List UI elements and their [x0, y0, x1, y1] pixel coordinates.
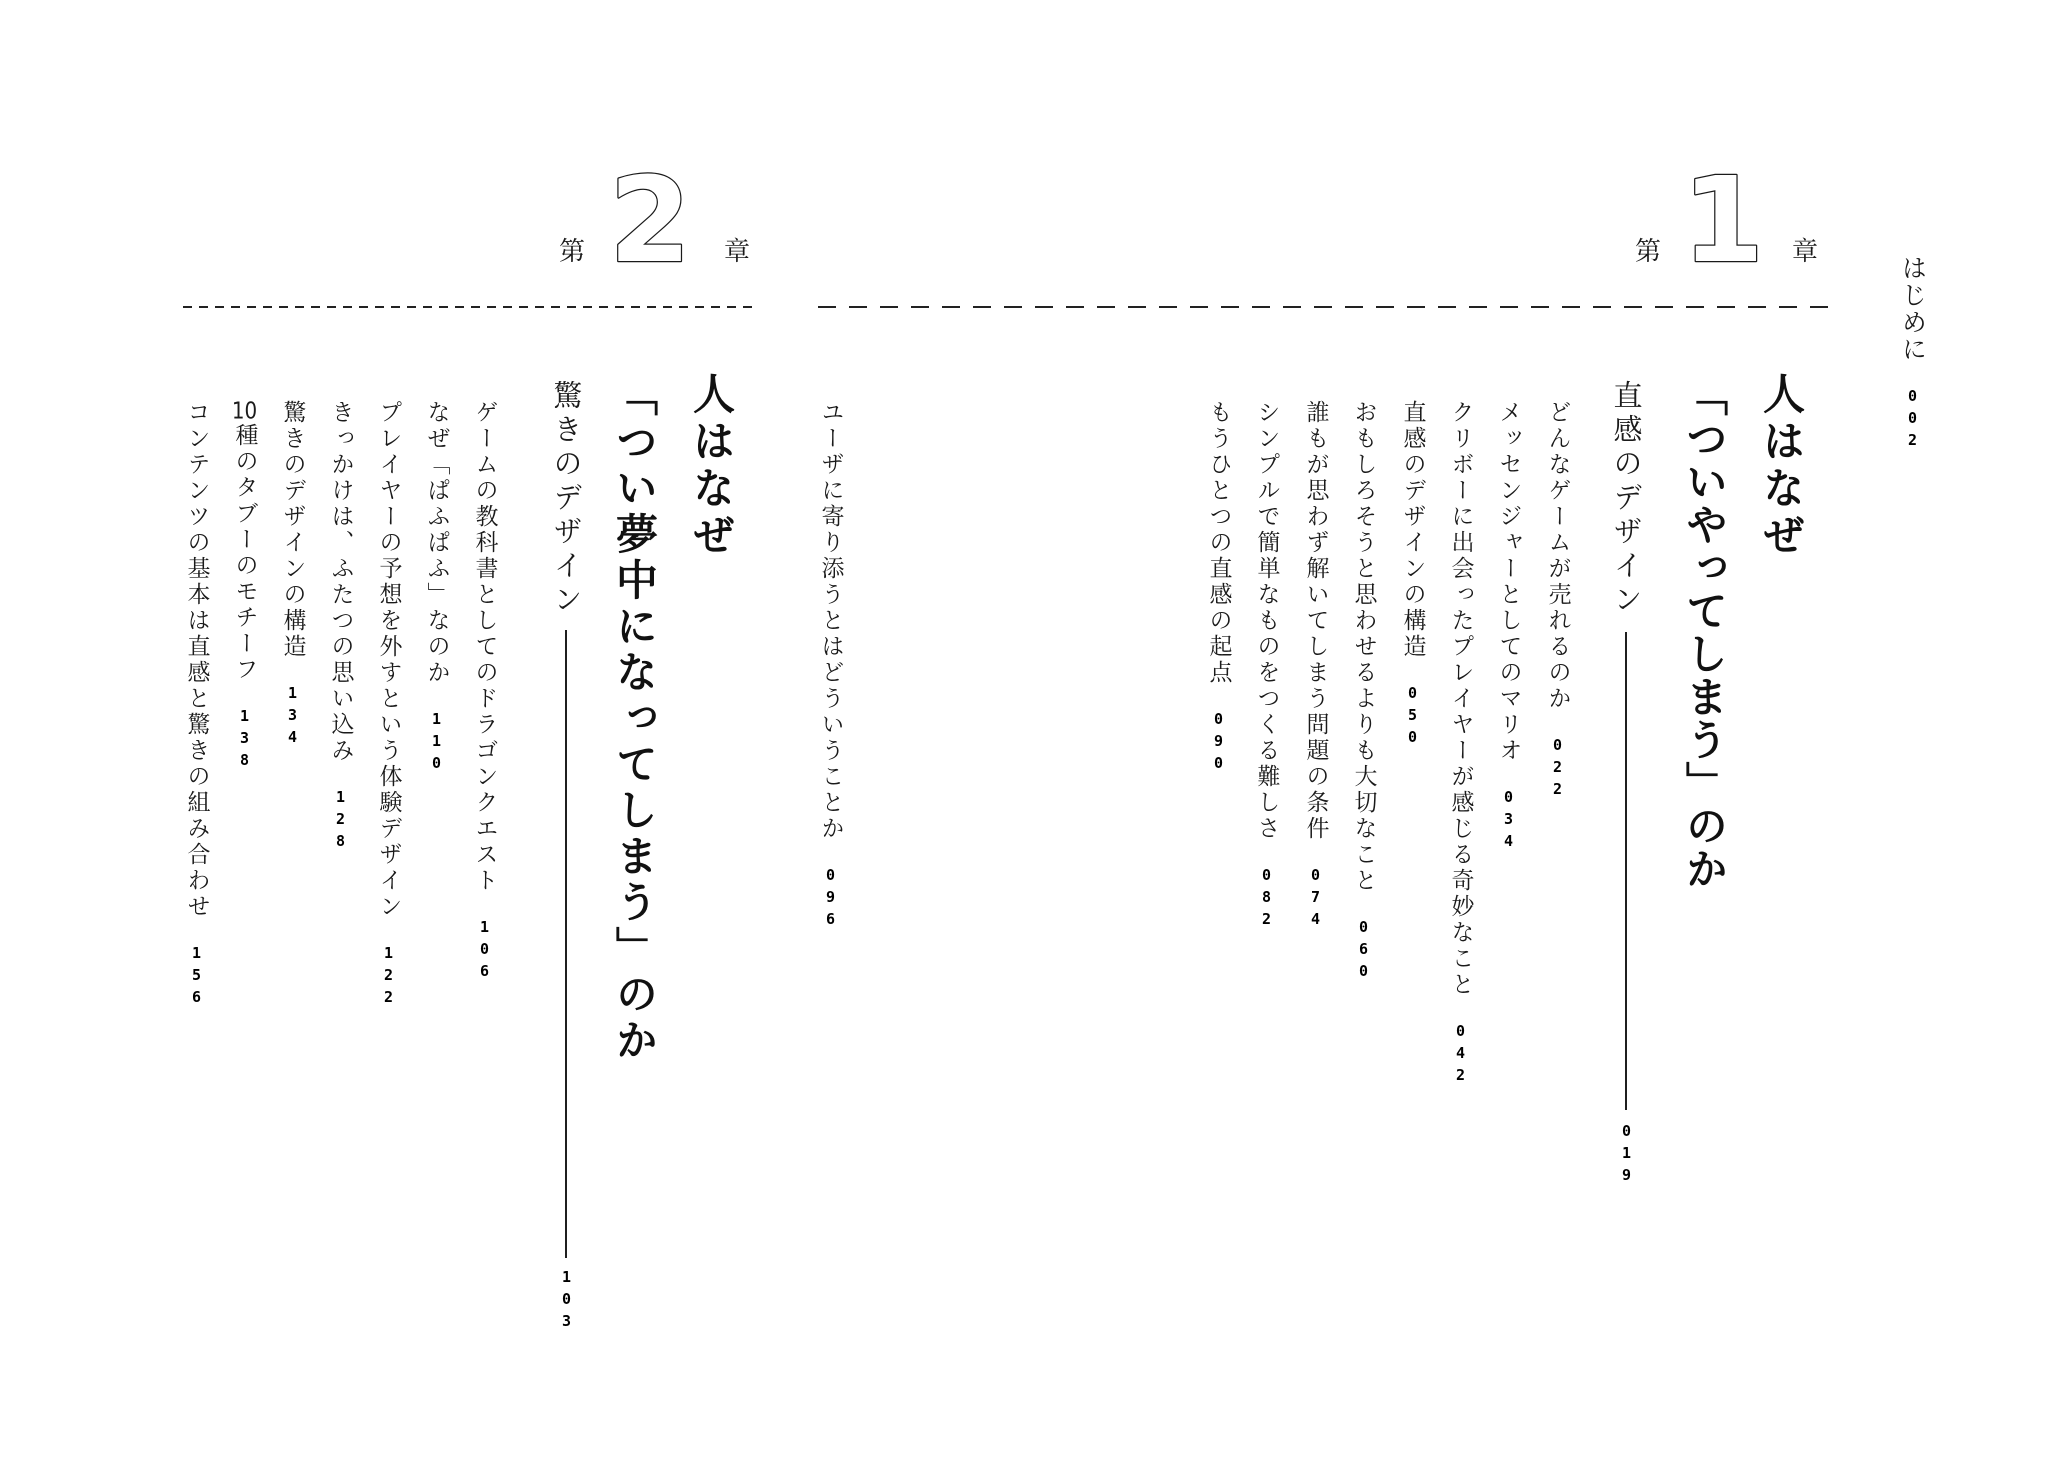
toc-entry-page-number: 074: [1306, 866, 1325, 932]
toc-entry-text: 驚きのデザインの構造: [279, 400, 306, 660]
toc-entry-text: どんなゲームが売れるのか: [1544, 400, 1571, 712]
chapter1-number-outline: [1678, 157, 1768, 277]
chapter2-subtitle-rule: [565, 630, 567, 1258]
toc-entry-text: 直感のデザインの構造: [1399, 400, 1426, 660]
toc-entry-page-number: 122: [379, 944, 398, 1010]
chapter1-title-line2: 「ついやってしまう」のか: [1680, 374, 1729, 890]
toc-entry: [1255, 400, 1278, 932]
toc-entry: [819, 400, 842, 932]
chapter2-divider: [183, 306, 752, 308]
toc-entry-page-number: 050: [1403, 684, 1422, 750]
toc-entry-page-number: 022: [1548, 736, 1567, 802]
toc-entry: [377, 400, 400, 1010]
toc-entry-text: 誰もが思わず解いてしまう問題の条件: [1302, 400, 1329, 842]
toc-entry-text: ゲームの教科書としてのドラゴンクエスト: [471, 400, 498, 894]
chapter2-subtitle-page-number: 103: [557, 1268, 576, 1334]
toc-entry-text: もうひとつの直感の起点: [1205, 400, 1232, 686]
chapter1-number: 1: [1681, 157, 1765, 277]
toc-entry: [473, 400, 496, 984]
toc-entry-page-number: 034: [1499, 788, 1518, 854]
chapter1-subtitle-rule: [1625, 632, 1627, 1110]
toc-entry-text: コンテンツの基本は直感と驚きの組み合わせ: [183, 400, 210, 920]
toc-entry: [1546, 400, 1569, 802]
toc-entry: [233, 400, 256, 773]
toc-entry-page-number: 128: [331, 788, 350, 854]
intro-page-number: 002: [1903, 387, 1922, 453]
chapter1-divider: [818, 306, 1833, 308]
toc-entry-page-number: 134: [283, 684, 302, 750]
intro-entry: [1898, 255, 1928, 453]
toc-entry: [425, 400, 448, 776]
chapter2-number-outline: [605, 157, 695, 277]
chapter2-title-line2: 「つい夢中になってしまう」のか: [610, 374, 659, 1064]
toc-entry-page-number: 082: [1257, 866, 1276, 932]
toc-entry: [1352, 400, 1375, 984]
chapter2-title-line1: 人はなぜ: [687, 372, 736, 560]
chapter1-subtitle-page-number: 019: [1617, 1122, 1636, 1188]
chapter2-marker-suffix: 章: [723, 237, 751, 267]
chapter2-number: 2: [608, 157, 692, 277]
toc-entry: [1401, 400, 1424, 750]
toc-entry-page-number: 106: [475, 918, 494, 984]
chapter1-subtitle: 直感のデザイン: [1609, 380, 1644, 618]
toc-entry-text: クリボーに出会ったプレイヤーが感じる奇妙なこと: [1447, 400, 1474, 998]
toc-entry: [1449, 400, 1472, 1088]
chapter2-subtitle: 驚きのデザイン: [549, 380, 584, 618]
chapter1-marker-suffix: 章: [1791, 237, 1819, 267]
toc-entry-page-number: 090: [1209, 710, 1228, 776]
intro-label: はじめに: [1898, 255, 1928, 363]
toc-entry-page-number: 060: [1354, 918, 1373, 984]
toc-entry-page-number: 096: [821, 866, 840, 932]
chapter1-title-line1: 人はなぜ: [1757, 372, 1806, 560]
toc-entry: [1207, 400, 1230, 776]
toc-entry: [1304, 400, 1327, 932]
toc-entry-page-number: 110: [427, 710, 446, 776]
toc-entry-text: メッセンジャーとしてのマリオ: [1495, 400, 1522, 764]
toc-entry: [329, 400, 352, 854]
toc-entry-page-number: 156: [187, 944, 206, 1010]
toc-entry-text: なぜ「ぱふぱふ」なのか: [423, 400, 450, 686]
toc-entry-page-number: 042: [1451, 1022, 1470, 1088]
toc-entry-text: おもしろそうと思わせるよりも大切なこと: [1350, 400, 1377, 894]
toc-entry-text: 10種のタブーのモチーフ: [231, 400, 258, 683]
toc-entry: [185, 400, 208, 1010]
toc-entry-text: ユーザに寄り添うとはどういうことか: [817, 400, 844, 842]
toc-entry-text: シンプルで簡単なものをつくる難しさ: [1253, 400, 1280, 842]
toc-entry: [281, 400, 304, 750]
toc-entry-text: プレイヤーの予想を外すという体験デザイン: [375, 400, 402, 920]
toc-entry-page-number: 138: [235, 707, 254, 773]
toc-entry: [1497, 400, 1520, 854]
chapter2-marker-prefix: 第: [558, 237, 586, 267]
chapter1-marker-prefix: 第: [1634, 237, 1662, 267]
toc-entry-text: きっかけは、ふたつの思い込み: [327, 400, 354, 764]
